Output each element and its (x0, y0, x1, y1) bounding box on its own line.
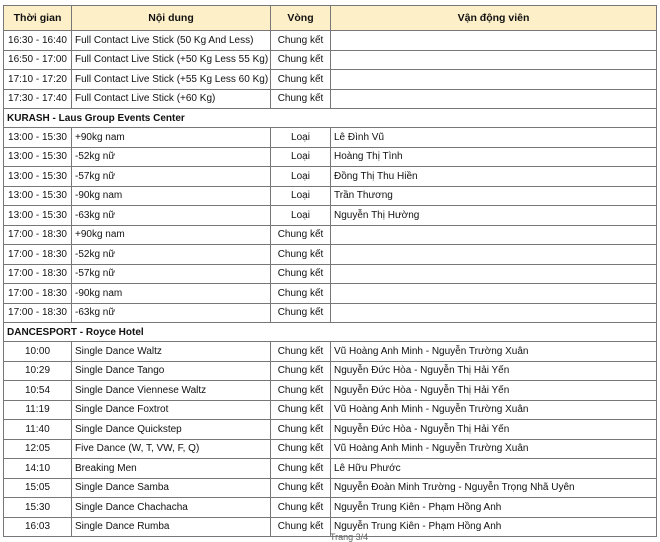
table-row (4, 225, 657, 245)
cell-time: 13:00 - 15:30 (4, 128, 72, 148)
cell-athletes (331, 264, 657, 284)
cell-round: Chung kết (271, 264, 331, 284)
cell-round: Loại (271, 147, 331, 167)
header-content: Nội dung (72, 6, 271, 31)
cell-content: Single Dance Rumba (72, 517, 271, 537)
table-row (4, 70, 657, 90)
cell-content: Breaking Men (72, 459, 271, 479)
section-header-row (4, 323, 657, 342)
cell-time: 17:00 - 18:30 (4, 225, 72, 245)
cell-content: Full Contact Live Stick (+60 Kg) (72, 89, 271, 109)
table-row (4, 128, 657, 148)
cell-round: Chung kết (271, 420, 331, 440)
cell-athletes (331, 89, 657, 109)
cell-athletes: Nguyễn Đoàn Minh Trường - Nguyễn Trọng Nhã Uyên (331, 478, 657, 498)
table-row (4, 342, 657, 362)
cell-athletes: Vũ Hoàng Anh Minh - Nguyễn Trường Xuân (331, 439, 657, 459)
cell-content: -57kg nữ (72, 167, 271, 187)
cell-content: Single Dance Quickstep (72, 420, 271, 440)
cell-round: Chung kết (271, 303, 331, 323)
cell-round: Chung kết (271, 361, 331, 381)
header-round: Vòng (271, 6, 331, 31)
cell-round: Chung kết (271, 381, 331, 401)
cell-round: Loại (271, 186, 331, 206)
cell-content: Single Dance Foxtrot (72, 400, 271, 420)
cell-round: Loại (271, 167, 331, 187)
cell-time: 16:03 (4, 517, 72, 537)
cell-athletes: Đồng Thị Thu Hiền (331, 167, 657, 187)
cell-athletes: Nguyễn Thị Hường (331, 206, 657, 226)
cell-content: Single Dance Samba (72, 478, 271, 498)
cell-round: Chung kết (271, 459, 331, 479)
cell-round: Loại (271, 206, 331, 226)
cell-time: 17:10 - 17:20 (4, 70, 72, 90)
cell-content: +90kg nam (72, 225, 271, 245)
cell-athletes: Hoàng Thị Tình (331, 147, 657, 167)
cell-athletes (331, 70, 657, 90)
header-row (4, 6, 657, 31)
table-row (4, 459, 657, 479)
cell-content: Single Dance Viennese Waltz (72, 381, 271, 401)
cell-content: Single Dance Waltz (72, 342, 271, 362)
cell-time: 10:54 (4, 381, 72, 401)
table-row (4, 89, 657, 109)
cell-content: Full Contact Live Stick (+50 Kg Less 55 Kg) (72, 50, 271, 70)
cell-time: 12:05 (4, 439, 72, 459)
cell-time: 15:05 (4, 478, 72, 498)
cell-athletes (331, 245, 657, 265)
table-row (4, 303, 657, 323)
cell-round: Chung kết (271, 517, 331, 537)
cell-content: -63kg nữ (72, 206, 271, 226)
cell-round: Chung kết (271, 342, 331, 362)
table-row (4, 206, 657, 226)
cell-content: Five Dance (W, T, VW, F, Q) (72, 439, 271, 459)
cell-athletes: Nguyễn Đức Hòa - Nguyễn Thị Hải Yến (331, 381, 657, 401)
table-row (4, 420, 657, 440)
cell-content: -57kg nữ (72, 264, 271, 284)
table-row (4, 245, 657, 265)
table-row (4, 284, 657, 304)
cell-content: -52kg nữ (72, 245, 271, 265)
header-time: Thời gian (4, 6, 72, 31)
page-number: Trang 3/4 (330, 532, 369, 542)
section-title: KURASH - Laus Group Events Center (4, 109, 657, 128)
cell-round: Chung kết (271, 225, 331, 245)
cell-athletes: Trần Thương (331, 186, 657, 206)
cell-athletes: Nguyễn Đức Hòa - Nguyễn Thị Hải Yến (331, 361, 657, 381)
cell-round: Chung kết (271, 50, 331, 70)
cell-athletes: Vũ Hoàng Anh Minh - Nguyễn Trường Xuân (331, 400, 657, 420)
cell-time: 17:00 - 18:30 (4, 303, 72, 323)
cell-athletes (331, 284, 657, 304)
cell-athletes: Nguyễn Trung Kiên - Phạm Hồng Anh (331, 498, 657, 518)
table-row (4, 439, 657, 459)
cell-content: Full Contact Live Stick (+55 Kg Less 60 Kg) (72, 70, 271, 90)
cell-athletes: Lê Đình Vũ (331, 128, 657, 148)
cell-round: Chung kết (271, 400, 331, 420)
cell-time: 13:00 - 15:30 (4, 147, 72, 167)
cell-time: 17:00 - 18:30 (4, 284, 72, 304)
section-title: DANCESPORT - Royce Hotel (4, 323, 657, 342)
cell-time: 13:00 - 15:30 (4, 167, 72, 187)
section-header-row (4, 109, 657, 128)
cell-athletes: Vũ Hoàng Anh Minh - Nguyễn Trường Xuân (331, 342, 657, 362)
cell-content: -90kg nam (72, 284, 271, 304)
cell-round: Chung kết (271, 284, 331, 304)
cell-time: 11:19 (4, 400, 72, 420)
cell-content: Full Contact Live Stick (50 Kg And Less) (72, 31, 271, 51)
cell-time: 11:40 (4, 420, 72, 440)
cell-content: Single Dance Chachacha (72, 498, 271, 518)
table-row (4, 167, 657, 187)
cell-athletes (331, 225, 657, 245)
cell-time: 17:00 - 18:30 (4, 264, 72, 284)
cell-time: 10:29 (4, 361, 72, 381)
cell-content: +90kg nam (72, 128, 271, 148)
cell-time: 15:30 (4, 498, 72, 518)
cell-round: Chung kết (271, 31, 331, 51)
cell-athletes: Nguyễn Đức Hòa - Nguyễn Thị Hải Yến (331, 420, 657, 440)
cell-time: 14:10 (4, 459, 72, 479)
schedule-table (3, 5, 657, 537)
table-row (4, 400, 657, 420)
cell-athletes: Nguyễn Trung Kiên - Phạm Hồng Anh (331, 517, 657, 537)
table-row (4, 478, 657, 498)
cell-time: 17:00 - 18:30 (4, 245, 72, 265)
cell-athletes (331, 31, 657, 51)
cell-time: 13:00 - 15:30 (4, 186, 72, 206)
cell-round: Chung kết (271, 245, 331, 265)
table-row (4, 264, 657, 284)
cell-round: Chung kết (271, 478, 331, 498)
cell-time: 10:00 (4, 342, 72, 362)
cell-round: Chung kết (271, 498, 331, 518)
cell-athletes (331, 50, 657, 70)
cell-round: Chung kết (271, 439, 331, 459)
cell-time: 16:50 - 17:00 (4, 50, 72, 70)
cell-time: 17:30 - 17:40 (4, 89, 72, 109)
cell-content: -52kg nữ (72, 147, 271, 167)
table-row (4, 31, 657, 51)
table-row (4, 147, 657, 167)
table-row (4, 50, 657, 70)
table-row (4, 381, 657, 401)
cell-time: 16:30 - 16:40 (4, 31, 72, 51)
cell-athletes (331, 303, 657, 323)
cell-round: Chung kết (271, 70, 331, 90)
table-row (4, 186, 657, 206)
header-athletes: Vận động viên (331, 6, 657, 31)
table-row (4, 361, 657, 381)
cell-content: -90kg nam (72, 186, 271, 206)
cell-time: 13:00 - 15:30 (4, 206, 72, 226)
cell-athletes: Lê Hữu Phước (331, 459, 657, 479)
cell-content: Single Dance Tango (72, 361, 271, 381)
cell-content: -63kg nữ (72, 303, 271, 323)
table-row (4, 498, 657, 518)
cell-round: Chung kết (271, 89, 331, 109)
cell-round: Loại (271, 128, 331, 148)
